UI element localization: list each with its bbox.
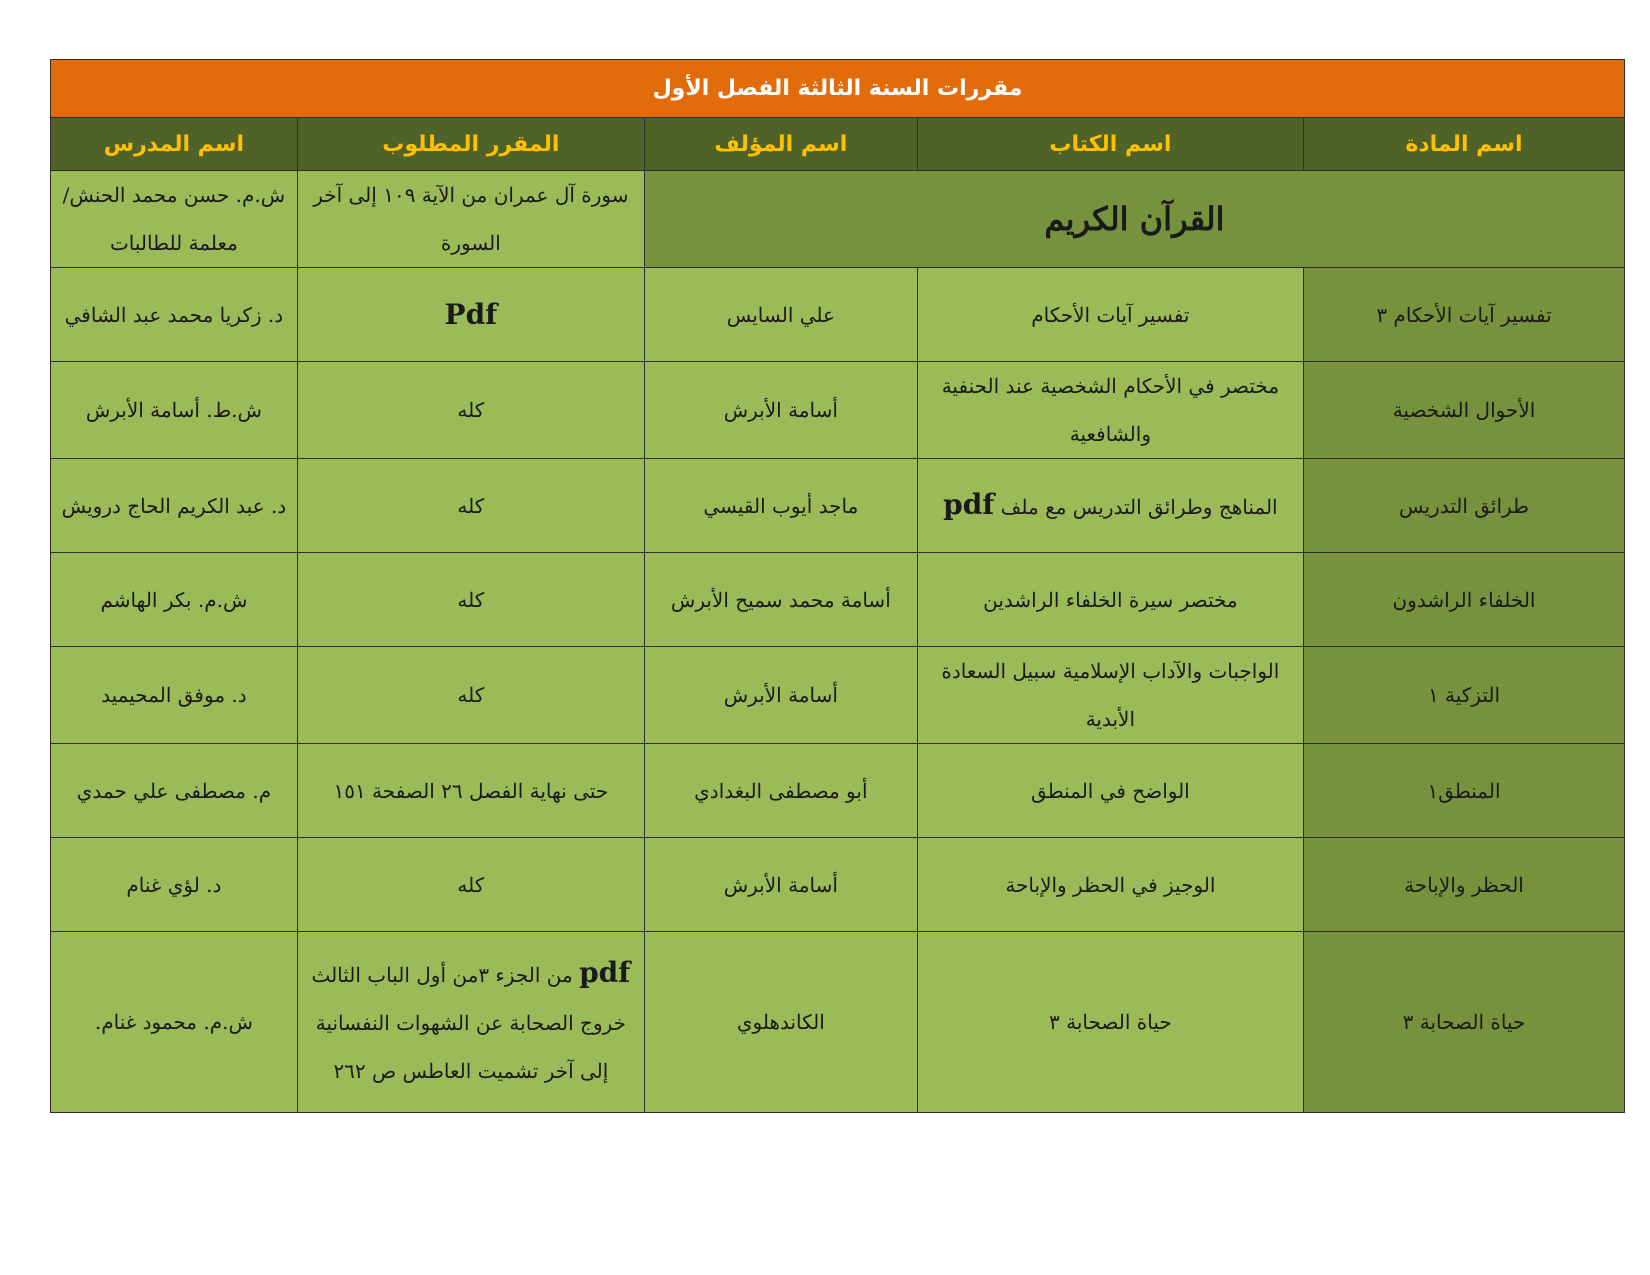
required-cell: كله [297, 553, 644, 647]
book-cell: حياة الصحابة ٣ [917, 932, 1303, 1113]
table-row [51, 838, 1625, 932]
required-text: من الجزء ٣من أول الباب الثالث خروج الصحابة عن الشهوات النفسانية إلى آخر تشميت العاطس ص ٢٦٢ [311, 963, 627, 1083]
table-row [51, 647, 1625, 744]
subject-cell: تفسير آيات الأحكام ٣ [1303, 268, 1624, 362]
author-cell: أبو مصطفى البغدادي [644, 744, 917, 838]
author-cell: ماجد أيوب القيسي [644, 459, 917, 553]
table-row [51, 744, 1625, 838]
teacher-cell: د. عبد الكريم الحاج درويش [51, 459, 298, 553]
teacher-cell: م. مصطفى علي حمدي [51, 744, 298, 838]
quran-cell: القرآن الكريم [644, 171, 1624, 268]
author-cell: أسامة الأبرش [644, 362, 917, 459]
header-required: المقرر المطلوب [297, 118, 644, 171]
teacher-cell: ش.م. محمود غنام. [51, 932, 298, 1113]
author-cell: أسامة الأبرش [644, 838, 917, 932]
header-row [51, 118, 1625, 171]
header-book: اسم الكتاب [917, 118, 1303, 171]
table-row [51, 932, 1625, 1113]
courses-table-wrapper [50, 59, 1625, 1113]
teacher-cell: ش.ط. أسامة الأبرش [51, 362, 298, 459]
book-cell [917, 459, 1303, 553]
table-row [51, 553, 1625, 647]
teacher-cell: د. موفق المحيميد [51, 647, 298, 744]
teacher-cell: د. لؤي غنام [51, 838, 298, 932]
subject-cell: طرائق التدريس [1303, 459, 1624, 553]
book-text: المناهج وطرائق التدريس مع ملف [1000, 494, 1278, 519]
book-cell: الوجيز في الحظر والإباحة [917, 838, 1303, 932]
book-cell: مختصر سيرة الخلفاء الراشدين [917, 553, 1303, 647]
header-teacher: اسم المدرس [51, 118, 298, 171]
required-cell: حتى نهاية الفصل ٢٦ الصفحة ١٥١ [297, 744, 644, 838]
subject-cell: التزكية ١ [1303, 647, 1624, 744]
author-cell: علي السايس [644, 268, 917, 362]
required-cell: Pdf [297, 268, 644, 362]
table-row [51, 459, 1625, 553]
header-author: اسم المؤلف [644, 118, 917, 171]
author-cell: أسامة الأبرش [644, 647, 917, 744]
required-cell: كله [297, 459, 644, 553]
subject-cell: الأحوال الشخصية [1303, 362, 1624, 459]
subject-cell: حياة الصحابة ٣ [1303, 932, 1624, 1113]
table-row [51, 362, 1625, 459]
book-cell: الواجبات والآداب الإسلامية سبيل السعادة الأبدية [917, 647, 1303, 744]
book-cell: مختصر في الأحكام الشخصية عند الحنفية والشافعية [917, 362, 1303, 459]
book-cell: تفسير آيات الأحكام [917, 268, 1303, 362]
pdf-tag: pdf [579, 956, 631, 989]
table-title: مقررات السنة الثالثة الفصل الأول [51, 60, 1625, 118]
book-cell: الواضح في المنطق [917, 744, 1303, 838]
author-cell: أسامة محمد سميح الأبرش [644, 553, 917, 647]
subject-cell: الخلفاء الراشدون [1303, 553, 1624, 647]
header-subject: اسم المادة [1303, 118, 1624, 171]
teacher-cell: ش.م. بكر الهاشم [51, 553, 298, 647]
table-title-row [51, 60, 1625, 118]
courses-table [50, 59, 1625, 1113]
subject-cell: الحظر والإباحة [1303, 838, 1624, 932]
required-cell: كله [297, 362, 644, 459]
author-cell: الكاندهلوي [644, 932, 917, 1113]
teacher-cell: ش.م. حسن محمد الحنش/ معلمة للطالبات [51, 171, 298, 268]
teacher-cell: د. زكريا محمد عبد الشافي [51, 268, 298, 362]
required-cell: كله [297, 838, 644, 932]
subject-cell: المنطق١ [1303, 744, 1624, 838]
required-cell: كله [297, 647, 644, 744]
table-row-quran [51, 171, 1625, 268]
table-row [51, 268, 1625, 362]
pdf-tag: pdf [943, 487, 995, 521]
required-cell [297, 932, 644, 1113]
required-cell: سورة آل عمران من الآية ١٠٩ إلى آخر السورة [297, 171, 644, 268]
